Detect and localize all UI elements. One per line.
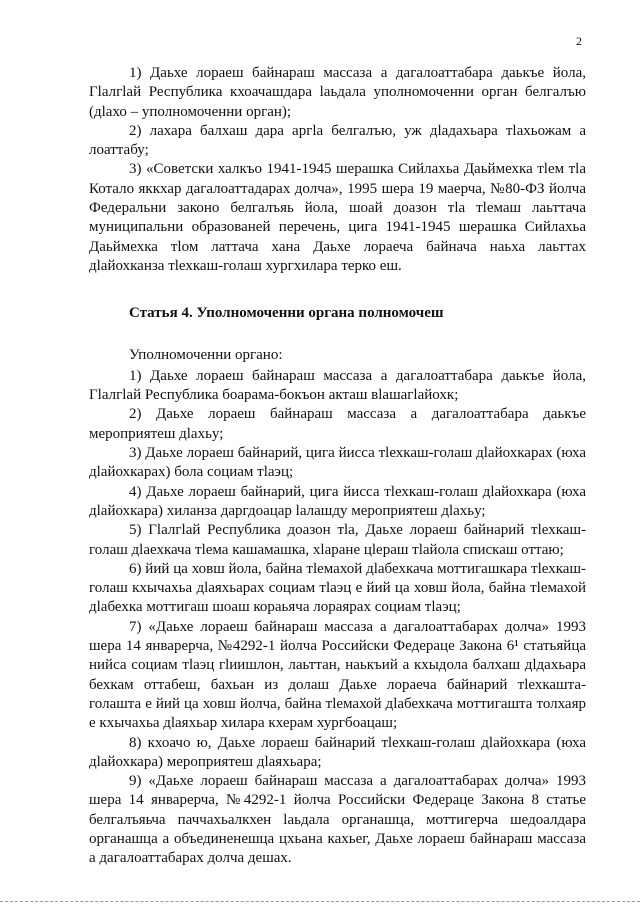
article-item-8: 8) кхоачо ю, Даьхе лораеш байнарий тӏехкаш-голаш дӏайохкара (юха дӏайохкара) мероприятеш дӏаяхьара; <box>89 734 586 770</box>
article-item-5: 5) Гӏалгӏай Республика доазон тӏа, Даьхе лораеш байнарий тӏехкаш-голаш дӏаехкача тӏема кашамашка, хӏаране цӏераш тӏайола спискаш оттаю; <box>89 522 586 558</box>
article-item-6: 6) йий ца ховш йола, байна тӏемахой дӏабехкача моттигашкара тӏехкаш-голаш кхычахьа дӏаяхьарах социам тӏаэц е йий ца ховш йола, байна тӏемахой дӏабехка моттигаш шоаш кораьяча лораярах социам тӏаэц; <box>89 560 586 616</box>
article-intro: Уполномоченни органо: <box>129 346 283 363</box>
article-item-4: 4) Даьхе лораеш байнарий, цига йисса тӏехкаш-голаш дӏайохкара (юха дӏайохкара) хиланза даргдоацар ӏалашду мероприятеш дӏахьу; <box>89 483 586 519</box>
document-body <box>89 64 586 869</box>
article-item-1: 1) Даьхе лораеш байнараш массаза а дагалоаттабара даькъе йола, Гӏалгӏай Республика боарама-бокъон акташ вӏашагӏайохк; <box>89 367 586 404</box>
article-title: Статья 4. Уполномоченни органа полномочеш <box>129 305 444 322</box>
article-item-9: 9) «Даьхе лораеш байнараш массаза а дагалоаттабарах долча» 1993 шера 14 январерча, №4292-1 йолча Российски Федераце Закона 8 статье белгалъяьча паччахьалкхен ӏаьдала органашца, моттигерча шедоалдара органашца а объединенешца цхьана кахьег, Даьхе лораеш байнараш массаза а дагалоаттабарах долча дешах. <box>89 773 586 867</box>
footer-divider <box>0 901 640 903</box>
article-item-3: 3) Даьхе лораеш байнарий, цига йисса тӏехкаш-голаш дӏайохкарах (юха дӏайохкарах) бола социам тӏаэц; <box>89 445 586 481</box>
page-number: 2 <box>576 34 582 48</box>
article-item-7: 7) «Даьхе лораеш байнараш массаза а дагалоаттабарах долча» 1993 шера 14 январерча, №4292-1 йолча Российски Федераце Закона 6¹ статьяйца нийса социам тӏаэц гӏиишлон, лаьттан, наькъий а кхыдола балхаш дӏдахьара бехкам оттабеш, бахьан из долаш Даьхе лораеча байнарий тӏехкашта-голашта е йий ца ховш йолча, байна тӏемахой дӏабехкача моттигашта толхаяр е кхычахьа дӏаяхьар хилара кхерам хургбоацаш; <box>89 618 586 732</box>
article-item-2: 2) Даьхе лораеш байнараш массаза а дагалоаттабара даькъе мероприятеш дӏахьу; <box>89 406 586 442</box>
paragraph-top-1: 1) Даьхе лораеш байнараш массаза а дагалоаттабара даькъе йола, Гӏалгӏай Республика кхоачашдара ӏаьдала уполномоченни орган белгалъю (дӏахо – уполномоченни орган); <box>89 65 586 120</box>
paragraph-top-2: 2) лахара балхаш дара аргӏа белгалъю, уж дӏадахьара тӏахьожам а лоаттабу; <box>89 122 586 159</box>
paragraph-top-3: 3) «Советски халкъо 1941-1945 шерашка Сийлахьа Даьймехка тӏем тӏа Котало яккхар дагалоаттадарах долча», 1995 шера 19 маерча, №80-ФЗ йолча Федеральни законо белгалъяь йола, шоай доазон тӏа тӏемаш лаьттача муниципальни образованей перечень, цига 1941-1945 шерашка Сийлахьа Даьймехка тӏом латтача хана Даьхе лораеча байнача наьха лаьттах дӏайохканза тӏехкаш-голаш хургхилара терко еш. <box>89 161 586 274</box>
